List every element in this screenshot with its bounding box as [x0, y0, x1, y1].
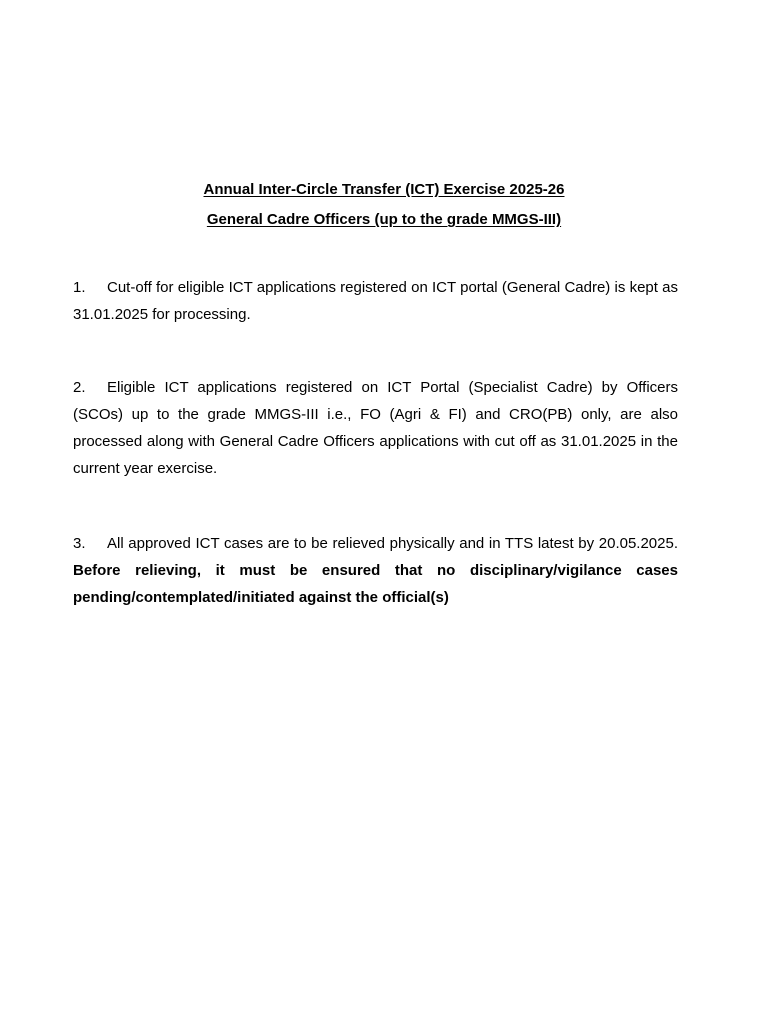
item-3-text: All approved ICT cases are to be relieved physically and in TTS latest by 20.05.2025. — [107, 535, 678, 552]
document-subtitle — [0, 211, 768, 229]
item-2-text: Eligible ICT applications registered on ICT Portal (Specialist Cadre) by Officers (SCOs) up to the grade MMGS-III i.e., FO (Agri & FI) and CRO(PB) only, are also processed along with General Cadre Officers applications with cut off as 31.01.2025 in the current year exercise. — [73, 379, 678, 477]
item-2-number: 2. — [73, 379, 86, 396]
item-3 — [73, 530, 678, 611]
item-1-text: Cut-off for eligible ICT applications registered on ICT portal (General Cadre) is kept as 31.01.2025 for processing. — [73, 279, 678, 323]
item-2 — [73, 374, 678, 482]
item-1 — [73, 274, 678, 328]
document-title-text: Annual Inter-Circle Transfer (ICT) Exercise 2025-26 — [203, 181, 565, 198]
document-title — [0, 181, 768, 199]
document-subtitle-text: General Cadre Officers (up to the grade MMGS-III) — [206, 211, 562, 228]
item-1-number: 1. — [73, 279, 86, 296]
item-3-number: 3. — [73, 535, 86, 552]
item-3-bold-text: Before relieving, it must be ensured that no disciplinary/vigilance cases pending/contemplated/initiated against the official(s) — [73, 562, 678, 606]
